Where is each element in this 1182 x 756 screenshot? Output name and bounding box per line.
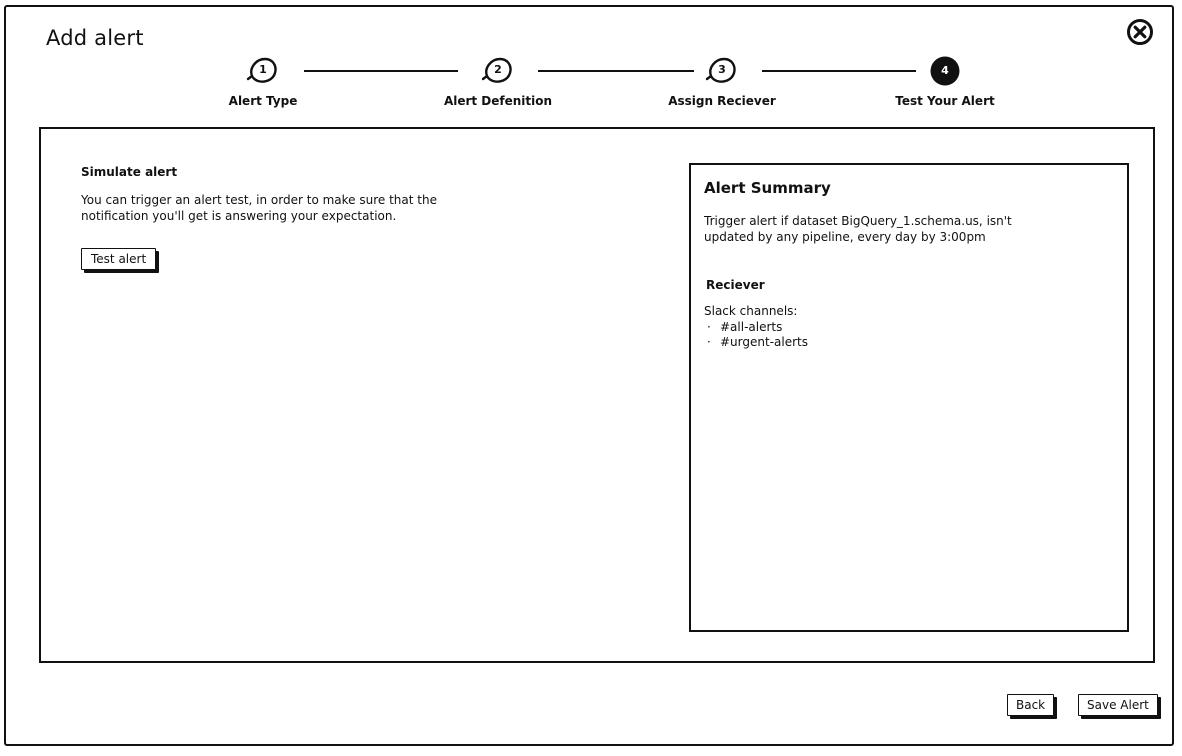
summary-title: Alert Summary (704, 179, 831, 197)
slack-channels-list (704, 320, 808, 350)
back-button[interactable]: Back (1007, 694, 1054, 716)
simulate-description: You can trigger an alert test, in order to make sure that the notification you'll get is answering your expectation. (81, 193, 437, 223)
main-panel (39, 127, 1155, 663)
step-label: Alert Type (228, 94, 298, 108)
list-item (704, 320, 808, 335)
step-alert-type[interactable] (183, 54, 343, 108)
step-label: Alert Defenition (443, 94, 553, 108)
channel-name: #all-alerts (720, 320, 783, 334)
bullet-icon: · (707, 320, 711, 334)
channel-name: #urgent-alerts (720, 335, 808, 349)
stepper (0, 0, 1182, 120)
step-number: 2 (494, 63, 502, 76)
alert-summary-card (689, 163, 1129, 632)
step-number: 3 (718, 63, 726, 76)
step-circle (705, 54, 739, 86)
bullet-icon: · (707, 335, 711, 349)
step-circle (928, 54, 962, 86)
step-label: Assign Reciever (668, 94, 776, 108)
test-alert-button[interactable]: Test alert (81, 248, 156, 270)
slack-channels-label: Slack channels: (704, 304, 798, 318)
step-test-your-alert[interactable] (865, 54, 1025, 108)
list-item (704, 335, 808, 350)
step-number: 1 (259, 63, 267, 76)
save-alert-button[interactable]: Save Alert (1078, 694, 1158, 716)
step-circle (481, 54, 515, 86)
step-assign-receiver[interactable] (642, 54, 802, 108)
step-circle (246, 54, 280, 86)
simulate-heading: Simulate alert (81, 165, 178, 179)
step-alert-definition[interactable] (418, 54, 578, 108)
step-number: 4 (941, 64, 949, 77)
step-label: Test Your Alert (895, 94, 995, 108)
dialog-title: Add alert (46, 26, 144, 50)
simulate-section (81, 165, 501, 224)
summary-text: Trigger alert if dataset BigQuery_1.schema.us, isn't updated by any pipeline, every day by 3:00pm (704, 214, 1012, 244)
receiver-heading: Reciever (706, 278, 765, 292)
